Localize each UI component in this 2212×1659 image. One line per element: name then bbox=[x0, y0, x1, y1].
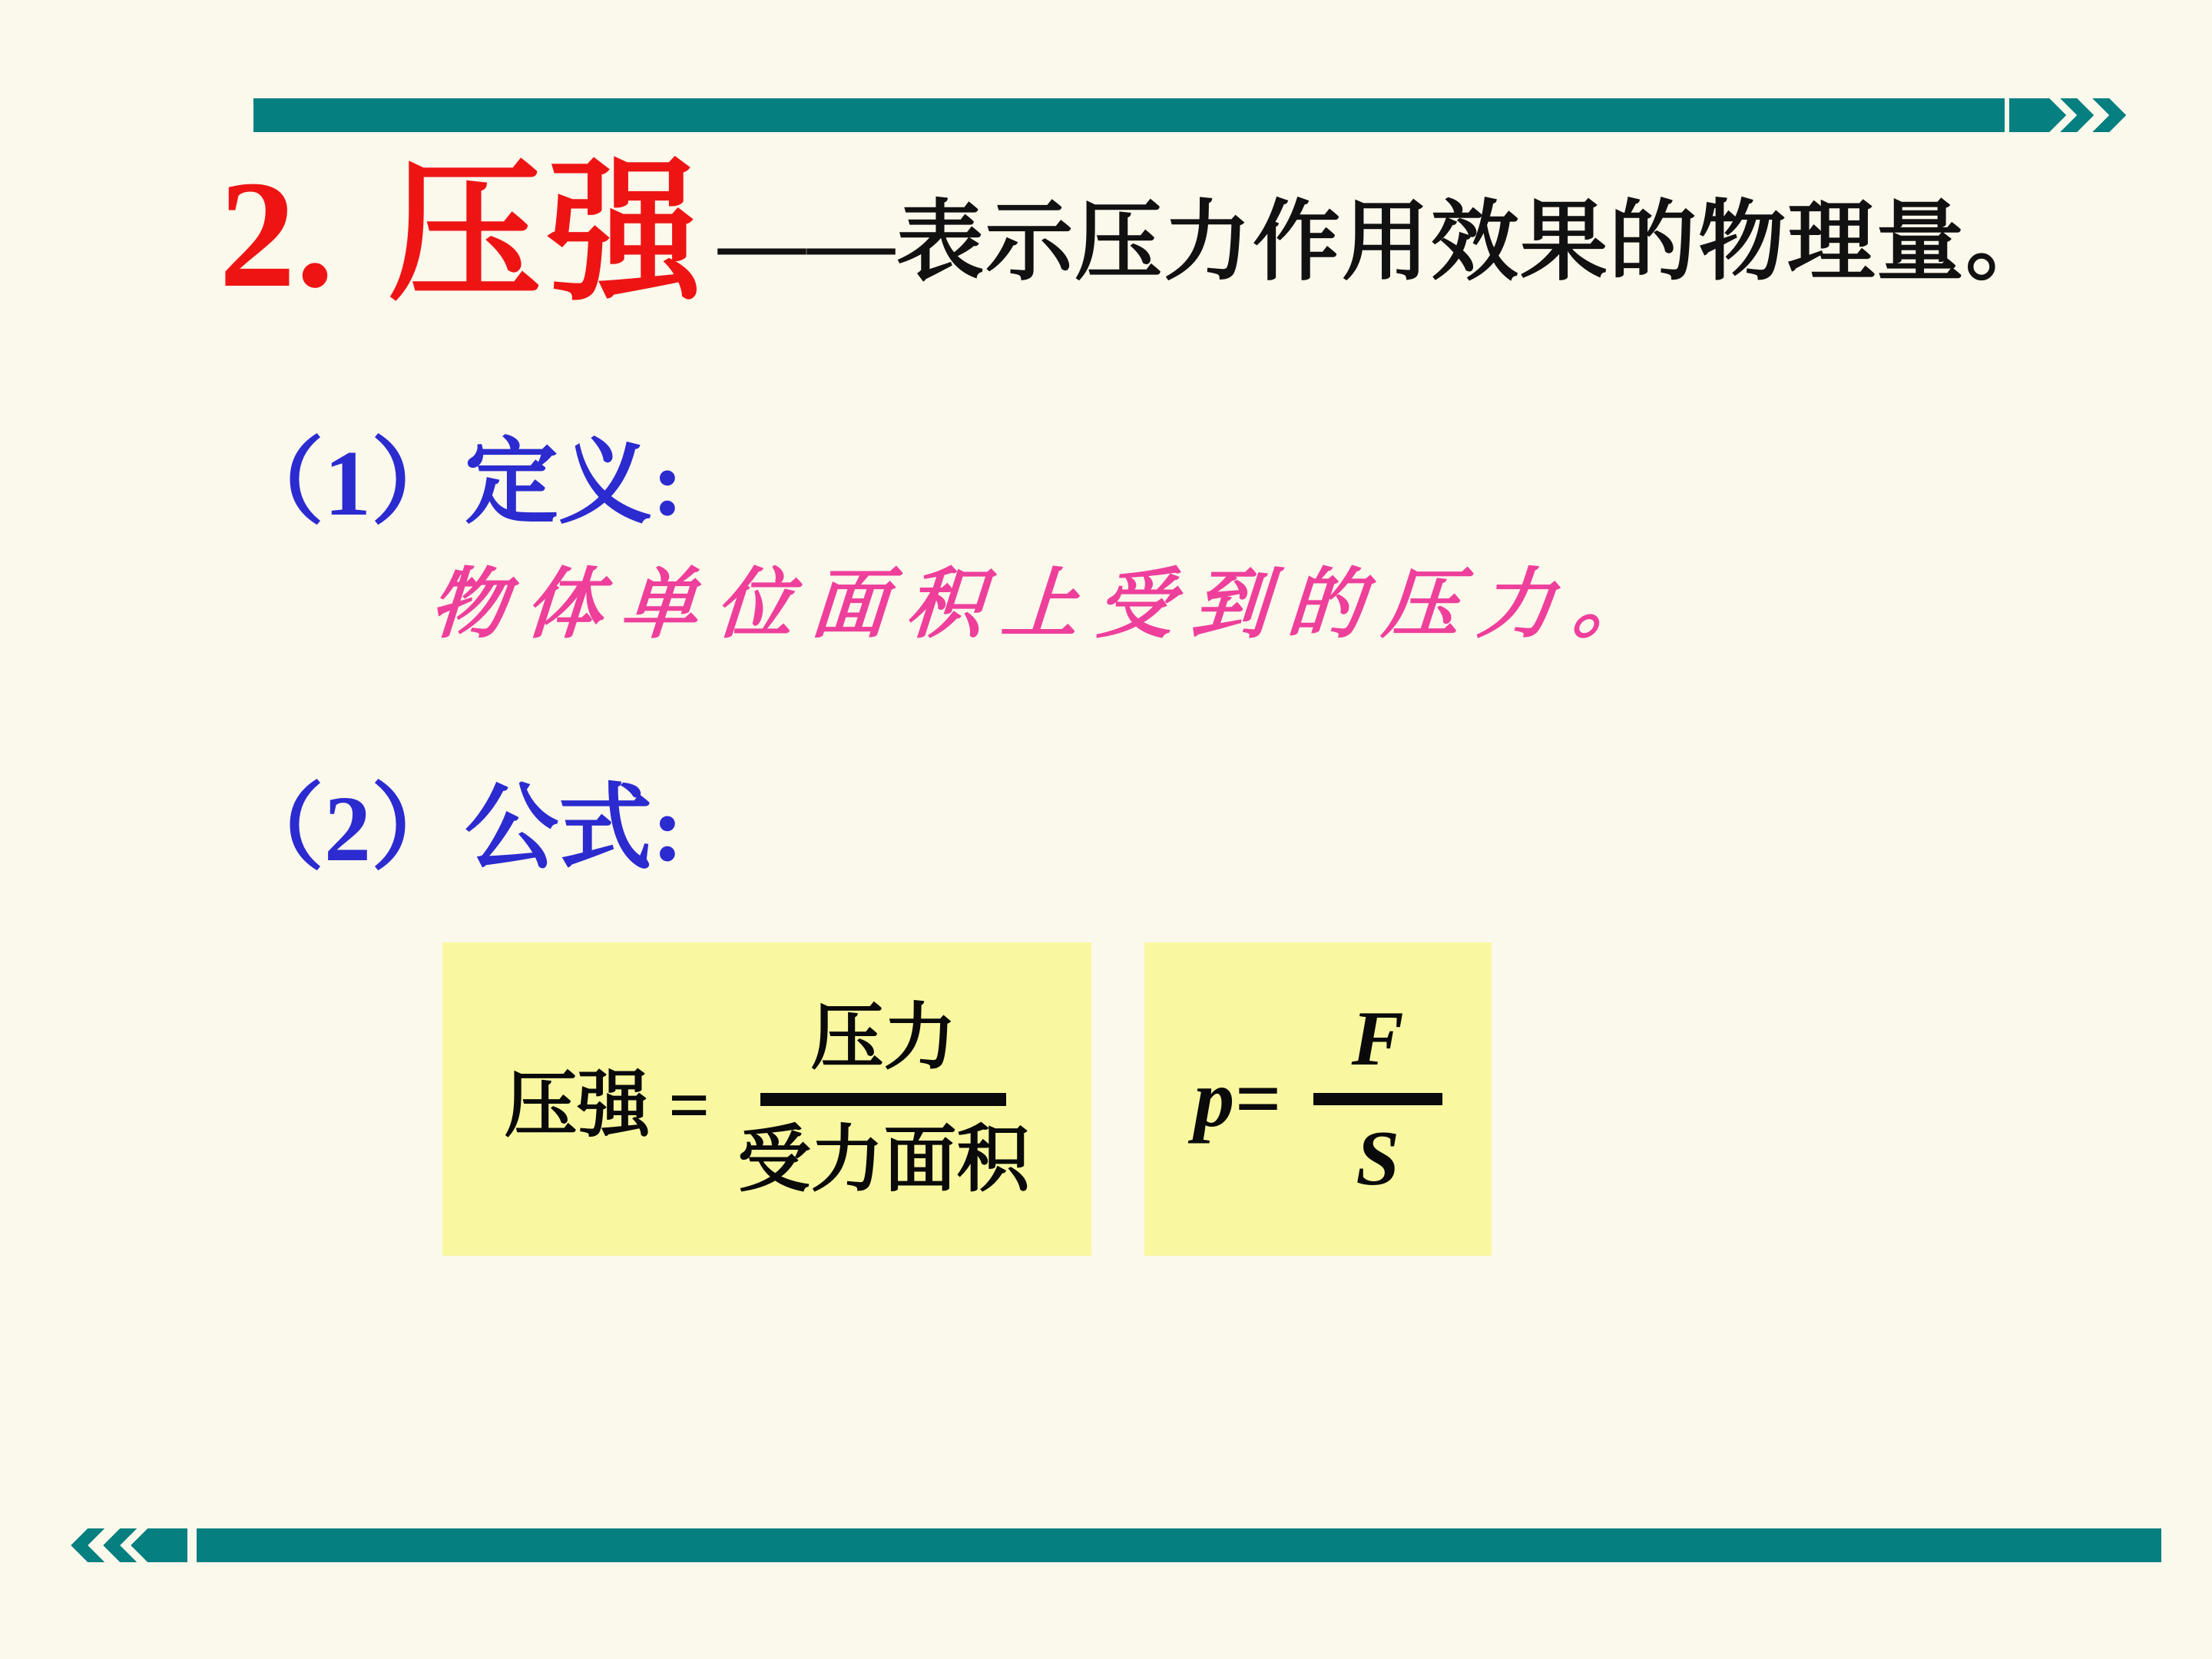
page-title bbox=[219, 151, 2055, 320]
symbol-formula-denominator: S bbox=[1356, 1115, 1400, 1202]
word-formula-box bbox=[442, 942, 1091, 1256]
word-formula-lhs: 压强 = bbox=[504, 1065, 710, 1146]
fraction-bar bbox=[760, 1093, 1006, 1106]
definition-text: 物体单位面积上受到的压力。 bbox=[427, 562, 1671, 647]
symbol-formula-fraction bbox=[1313, 996, 1442, 1202]
fraction-bar bbox=[1313, 1093, 1442, 1105]
definition-heading: （1）定义: bbox=[230, 432, 684, 535]
title-number: 2. bbox=[219, 150, 334, 320]
triple-chevron-left-icon bbox=[49, 1528, 187, 1562]
word-formula-denominator: 受力面积 bbox=[737, 1118, 1030, 1200]
symbol-formula-lhs: p= bbox=[1194, 1054, 1281, 1144]
word-formula-fraction bbox=[737, 996, 1029, 1202]
bottom-divider-bar bbox=[197, 1528, 2161, 1562]
symbol-formula-box bbox=[1144, 942, 1492, 1256]
formula-heading: （2）公式: bbox=[230, 777, 684, 881]
word-formula-numerator: 压力 bbox=[810, 997, 957, 1079]
title-keyword: 压强 bbox=[388, 150, 708, 320]
top-divider-bar bbox=[253, 98, 2005, 132]
triple-chevron-right-icon bbox=[2009, 98, 2147, 132]
title-annotation: ——表示压力作用效果的物理量。 bbox=[718, 194, 2055, 291]
symbol-formula-numerator: F bbox=[1351, 995, 1404, 1082]
